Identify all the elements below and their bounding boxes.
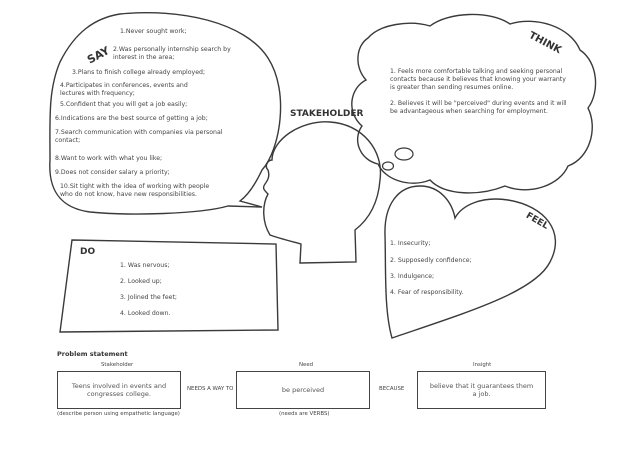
because-connector: BECAUSE xyxy=(379,386,405,392)
problem-statement-heading: Problem statement xyxy=(57,350,128,358)
do-title: DO xyxy=(80,247,96,257)
do-item-3: 3. Jolined the feet; xyxy=(120,294,177,301)
feel-item-1: 1. Insecurity; xyxy=(390,240,431,247)
stakeholder-label: STAKEHOLDER xyxy=(290,109,364,119)
say-item-3: 3.Plans to finish college already employed; xyxy=(72,69,206,76)
feel-title: FEEL xyxy=(524,211,550,232)
needs-connector: NEEDS A WAY TO xyxy=(187,386,234,392)
stakeholder-head-silhouette xyxy=(264,122,381,263)
need-box[interactable] xyxy=(236,371,370,409)
stakeholder-note: (describe person using empathetic language) xyxy=(57,411,180,417)
do-item-1: 1. Was nervous; xyxy=(120,262,170,269)
insight-column-header: Insight xyxy=(473,362,492,368)
insight-value: believe that it guarantees them a job. xyxy=(429,381,534,398)
do-item-2: 2. Looked up; xyxy=(120,278,162,285)
say-item-5: 5.Confident that you will get a job easily; xyxy=(60,101,188,108)
feel-item-2: 2. Supposedly confidence; xyxy=(390,257,472,264)
say-item-1: 1.Never sought work; xyxy=(120,28,187,35)
think-item-1: 1. Feels more comfortable talking and seeking personal contacts because it believes that knowing your warranty is greater than sending resumes online. xyxy=(390,68,566,91)
do-item-4: 4. Looked down. xyxy=(120,310,171,317)
think-title: THINK xyxy=(526,30,563,57)
think-bubble-small xyxy=(383,162,394,170)
stakeholder-box[interactable] xyxy=(57,371,181,409)
say-item-2: 2.Was personally internship search by interest in the area; xyxy=(113,46,231,61)
feel-item-3: 3. Indulgence; xyxy=(390,273,435,280)
say-item-4: 4.Participates in conferences, events and lectures with frequency; xyxy=(60,82,188,97)
need-value: be perceived xyxy=(281,385,325,394)
insight-box[interactable] xyxy=(417,371,546,409)
say-item-8: 8.Want to work with what you like; xyxy=(55,155,163,162)
stakeholder-column-header: Stakeholder xyxy=(101,362,134,368)
think-item-2: 2. Believes it will be "perceived" during events and it will be advantageous when searching for employment. xyxy=(390,100,567,115)
say-item-10: 10.Sit tight with the idea of working with people who do not know, have new responsibilities. xyxy=(60,183,210,198)
say-item-6: 6.Indications are the best source of getting a job; xyxy=(55,115,208,122)
say-title: SAY xyxy=(85,44,112,67)
stakeholder-value: Teens involved in events and congresses college. xyxy=(71,381,167,398)
say-item-9: 9.Does not consider salary a priority; xyxy=(55,169,170,176)
say-item-7: 7.Search communication with companies via personal contact; xyxy=(55,129,223,144)
think-bubble-large xyxy=(395,148,413,160)
need-note: (needs are VERBS) xyxy=(279,411,330,417)
feel-item-4: 4. Fear of responsibility. xyxy=(390,289,464,296)
need-column-header: Need xyxy=(299,362,314,368)
